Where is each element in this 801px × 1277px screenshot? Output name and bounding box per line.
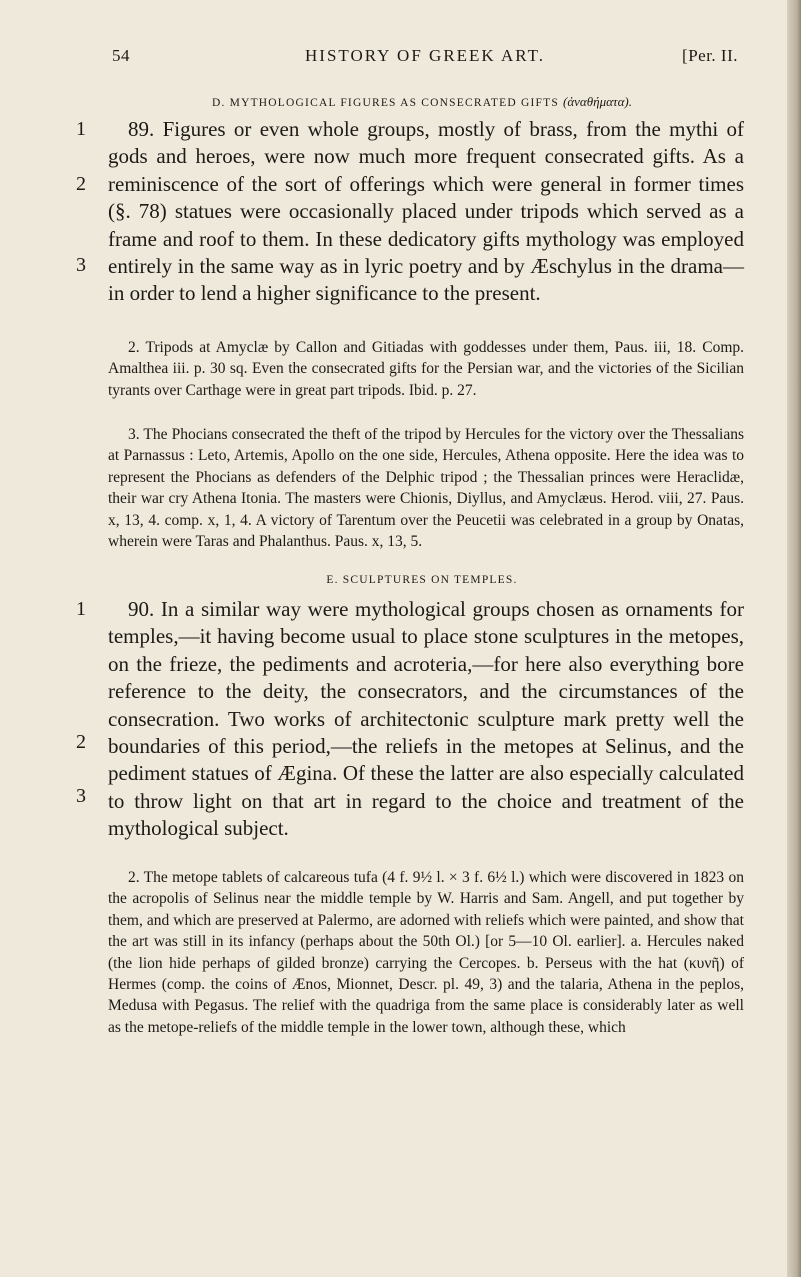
- section-marker: [Per. II.: [682, 46, 738, 65]
- paragraph-89: 89. Figures or even whole groups, mostly of brass, from the mythi of gods and heroes, were now much more frequent consecrated gifts. As a reminiscence of the sort of offerings which were general in former times (§. 78) statues were occasionally placed under tripods which served as a frame and roof to them. In these dedicatory gifts mythology was employed entirely in the same way as in lyric poetry and by Æschylus in the drama—in order to lend a higher significance to the present.: [108, 117, 744, 306]
- section-d-heading: [102, 94, 742, 110]
- section-d-heading-greek: (ἀναθήματα).: [563, 94, 632, 109]
- running-header: [112, 46, 738, 76]
- section-d-heading-text: D. MYTHOLOGICAL FIGURES AS CONSECRATED GIFTS: [211, 97, 559, 109]
- margin-number: 1: [76, 118, 86, 140]
- footnote-89-3: 3. The Phocians consecrated the theft of the tripod by Hercules for the victory over the Thessalians at Parnassus : Leto, Artemis, Apollo on the one side, Hercules, Athena opposite. Here the idea was to represent the Phocians as defenders of the Delphic tripod ; the Thessalian princes were Heraclidæ, their war cry Athena Itonia. The masters were Chionis, Diyllus, and Amyclæus. Herod. viii, 27. Paus. x, 13, 4. comp. x, 1, 4. A victory of Tarentum over the Peucetii was celebrated in a group by Onatas, wherein were Taras and Phalanthus. Paus. x, 13, 5.: [108, 426, 744, 551]
- footnote-90-2: 2. The metope tablets of calcareous tufa (4 f. 9½ l. × 3 f. 6½ l.) which were discovered in 1823 on the acropolis of Selinus near the middle temple by W. Harris and Sam. Angell, and put together by them, and which are preserved at Palermo, are adorned with reliefs which were painted, and show that the art was still in its infancy (perhaps about the 50th Ol.) [or 5—10 Ol. earlier]. a. Hercules naked (the lion hide perhaps of gilded bronze) carrying the Cercopes. b. Perseus with the hat (κυνῆ) of Hermes (comp. the coins of Ænos, Mionnet, Descr. pl. 49, 3) and the talaria, Athena in the peplos, Medusa with Pegasus. The relief with the quadriga from the same place is considerably later as well as the metope-reliefs of the middle temple in the lower town, although these, which: [108, 869, 744, 1036]
- margin-number: 2: [76, 731, 86, 753]
- page-edge-shadow: [787, 0, 801, 1277]
- section-e-heading: [102, 574, 742, 586]
- margin-number: 2: [76, 173, 86, 195]
- margin-number: 3: [76, 254, 86, 276]
- margin-number: 3: [76, 785, 86, 807]
- page-number: 54: [112, 46, 130, 65]
- paragraph-90: 90. In a similar way were mythological groups chosen as ornaments for temples,—it having become usual to place stone sculptures in the metopes, on the frieze, the pediments and acroteria,—for here also everything bore reference to the deity, the consecrators, and the circumstances of the consecration. Two works of architectonic sculpture mark pretty well the boundaries of this period,—the reliefs in the metopes at Selinus, and the pediment statues of Ægina. Of these the latter are also especially calculated to throw light on that art in regard to the choice and treatment of the mythological subject.: [108, 597, 744, 841]
- margin-number: 1: [76, 598, 86, 620]
- running-title: HISTORY OF GREEK ART.: [305, 46, 545, 65]
- section-e-heading-text: E. SCULPTURES ON TEMPLES.: [326, 574, 518, 586]
- footnote-89-2: 2. Tripods at Amyclæ by Callon and Gitiadas with goddesses under them, Paus. iii, 18. Comp. Amalthea iii. p. 30 sq. Even the consecrated gifts for the Persian war, and the victories of the Sicilian tyrants over Carthage were in great part tripods. Ibid. p. 27.: [108, 339, 744, 399]
